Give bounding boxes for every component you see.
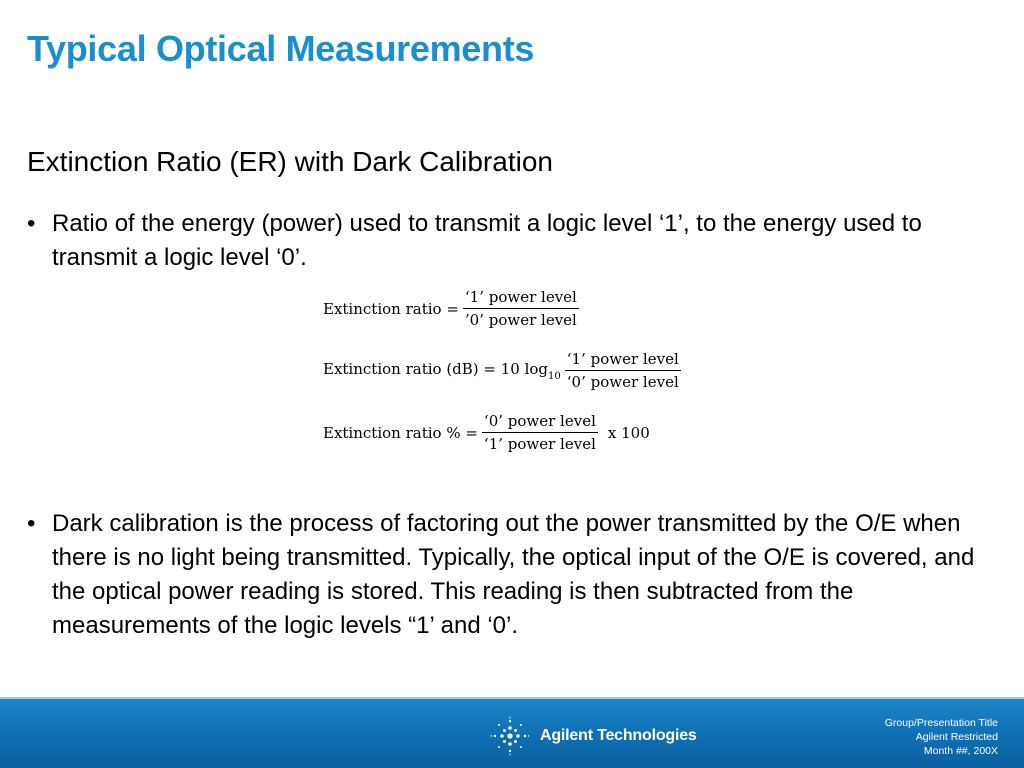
formula-block xyxy=(323,288,703,473)
footer-divider xyxy=(0,697,1024,699)
bullet-item xyxy=(27,507,1002,647)
formula-extinction-ratio-db xyxy=(323,350,685,391)
bullet-text: Ratio of the energy (power) used to transmit a logic level ‘1’, to the energy used to transmit a logic level ‘0’. xyxy=(52,210,922,271)
formula-fraction xyxy=(463,288,579,329)
slide-subtitle: Extinction Ratio (ER) with Dark Calibration xyxy=(27,146,553,177)
formula-suffix: x 100 xyxy=(607,423,650,442)
formula-denominator: ‘0’ power level xyxy=(565,370,681,391)
bullet-marker: • xyxy=(27,510,36,537)
company-logo xyxy=(490,716,710,756)
footer-date: Month ##, 200X xyxy=(923,745,998,757)
formula-numerator: ‘0’ power level xyxy=(483,412,596,430)
footer-restriction: Agilent Restricted xyxy=(915,731,998,743)
footer-presentation-title: Group/Presentation Title xyxy=(884,717,998,729)
bullet-text: Dark calibration is the process of factoring out the power transmitted by the O/E when there is no light being transmitted. Typically, the optical input of the O/E is covered, and the optical power reading is stored. This reading is then subtracted from the measurements of the logic levels “1’ and ‘0’. xyxy=(52,510,975,639)
formula-denominator: ‘1’ power level xyxy=(482,432,598,453)
formula-denominator: ’0’ power level xyxy=(463,308,579,329)
logo-text: Agilent Technologies xyxy=(540,727,697,744)
formula-numerator: ‘1’ power level xyxy=(464,288,577,306)
footer-info xyxy=(885,716,998,758)
formula-extinction-ratio-percent xyxy=(323,412,650,453)
bullet-item xyxy=(27,207,1002,277)
spark-logo-icon xyxy=(490,716,530,756)
formula-fraction xyxy=(482,412,598,453)
formula-lhs xyxy=(323,360,561,382)
formula-extinction-ratio xyxy=(323,288,583,329)
formula-lhs: Extinction ratio = xyxy=(323,299,459,318)
bullet-marker: • xyxy=(27,210,36,237)
formula-numerator: ‘1’ power level xyxy=(566,350,679,368)
formula-lhs: Extinction ratio % = xyxy=(323,423,478,442)
formula-fraction xyxy=(565,350,681,391)
slide-title: Typical Optical Measurements xyxy=(27,28,535,69)
formula-log-base: 10 xyxy=(548,370,561,382)
formula-lhs-text: Extinction ratio (dB) = 10 log xyxy=(323,359,549,378)
